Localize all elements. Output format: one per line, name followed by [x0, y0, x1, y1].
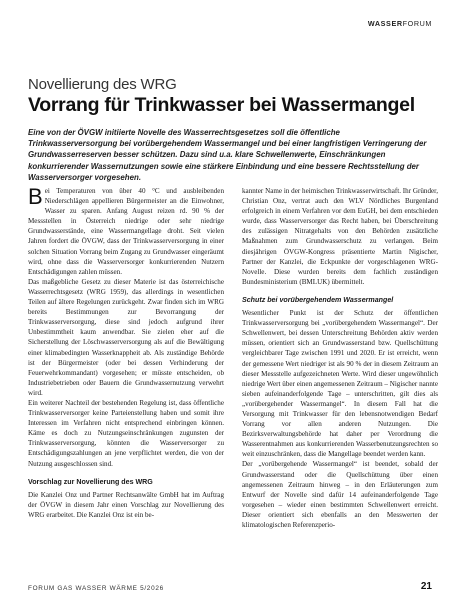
page-number: 21: [420, 581, 432, 592]
footer-publication: FORUM GAS WASSER WÄRME 5/2026: [28, 585, 164, 592]
paragraph: kannter Name in der heimischen Trinkwasserwirtschaft. Ihr Gründer, Christian Onz, vertrat auch den WLV Nördliches Burgenland erfolgreich in einem Verfahren vor dem EuGH, bei dem entschieden wurde, dass Wasserversorger das Recht haben, bei Überschreitung des zulässigen Nitratgehalts von den Behörden zusätzliche Maßnahmen zum Grundwasserschutz zu verlangen. Beim diesjährigen ÖVGW-Kongress präsentierte Martin Nigischer, Partner der Kanzlei, die Eckpunkte der vorgeschlagenen WRG-Novelle. Diese wurden bereits dem fachlich zuständigen Bundesministerium (BMLUK) übermittelt.: [242, 187, 438, 286]
section-tag: [368, 19, 432, 28]
section-tag-bold: WASSER: [367, 19, 403, 28]
paragraph: Der „vorübergehende Wassermangel“ ist beendet, sobald der Grundwasserstand oder die Quellschüttung über einen angemessenen Zeitraum hinweg – in den Erläuterungen zum Entwurf der Novelle sind dafür 14 aufeinanderfolgende Tage vorgesehen – wieder einen bestimmten Schwellenwert erreicht. Dieser orientiert sich ebenfalls an den Messwerten der klimatologischen Referenzperio-: [242, 460, 438, 529]
section-tag-light: FORUM: [402, 19, 432, 28]
article-title: Vorrang für Trinkwasser bei Wassermangel: [28, 94, 415, 116]
paragraph: [28, 186, 224, 277]
column-left: [28, 186, 224, 520]
paragraph: Das maßgebliche Gesetz zu dieser Materie ist das österreichische Wasserrechtsgesetz (WRG 1959), das allerdings in wesentlichen Teilen auf ältere Regelungen zurückgeht. Zwar finden sich im WRG bereits Bestimmungen zur Bevorrangung der Trinkwasserversorgung, diese sind jedoch aufgrund ihrer Unbestimmtheit kaum anwendbar. Sie zielen eher auf die Sicherstellung der Löschwasserversorgung als auf die Bewältigung einer klimabedingten Wasserknappheit ab. Als zuständige Behörde ist der Bürgermeister (oder bei dessen Verhinderung der Feuerwehrkommandant) vorgesehen; er müsste entscheiden, ob Industriebetrieben oder Bauern die Grundwassernutzung verwehrt wird.: [28, 277, 224, 397]
paragraph: Die Kanzlei Onz und Partner Rechtsanwälte GmbH hat im Auftrag der ÖVGW in diesem Jahr einen Vorschlag zur Novellierung des WRG erarbeitet. Die Kanzlei Onz ist ein be-: [28, 490, 224, 519]
column-right: [242, 186, 438, 530]
paragraph-text: ei Temperaturen von über 40 °C und ausbleibenden Niederschlägen appellieren Bürgermeister an die Einwohner, Wasser zu sparen. Anfang August reizen rd. 90 % der Messstellen in Österreich niedrige oder sehr niedrige Grundwasserstände, eine Wassermangellage droht. Seit vielen Jahren fordert die ÖVGW, dass der Trinkwasserversorgung in einer solchen Situation Vorrang beim Zugang zu Grundwasser eingeräumt wird, ohne dass die Wasserversorger konkurrierenden Nutzern Entschädigungen zahlen müssen.: [28, 187, 224, 276]
subheading: Schutz bei vorübergehendem Wassermangel: [242, 295, 394, 304]
paragraph: Ein weiterer Nachteil der bestehenden Regelung ist, dass öffentliche Trinkwasserversorger keine Parteienstellung haben und somit ihre Interessen im Verfahren nicht entsprechend einbringen können. Käme es doch zu Nutzungseinschränkungen zugunsten der Trinkwasserversorgung, könnten die Wasserversorger zu Entschädigungszahlungen an jene verpflichtet werden, die von der Nutzung ausgeschlossen sind.: [28, 398, 224, 468]
article-kicker: Novellierung des WRG: [28, 76, 177, 93]
article-lead: Eine von der ÖVGW initiierte Novelle des Wasserrechtsgesetzes soll die öffentliche Trinkwasserversorgung bei vorübergehendem Wassermangel und bei einer langfristigen Verringerung der Grundwasserreserven besser schützen. Dazu sind u.a. klare Schwellenwerte, Einschränkungen konkurrierender Wassernutzungen sowie eine stärkere Einbindung und eine bessere Rechtsstellung der Wasserversorger vorgesehen.: [28, 128, 427, 182]
paragraph: Wesentlicher Punkt ist der Schutz der öffentlichen Trinkwasserversorgung bei „vorübergehendem Wassermangel“. Der Schwellenwert, bei dessen Unterschreitung Behörden aktiv werden müssen, orientiert sich an Grundwasserstand bzw. Quellschüttung vergleichbarer Tage zwischen 1991 und 2020. Er ist erreicht, wenn der gemessene Wert niedriger ist als 90 % der in diesem Zeitraum an dieser Messstelle aufgezeichneten Werte. Wird dieser ungewöhnlich niedrige Wert über einen angemessenen Zeitraum – Nigischer nannte sieben aufeinanderfolgende Tage – unterschritten, gilt dies als „vorübergehender Wassermangel“. In diesem Fall hat die Versorgung mit Trinkwasser für den lebensnotwendigen Bedarf Vorrang vor allen anderen Nutzungen. Die Bezirksverwaltungsbehörde hat daher per Verordnung die Wasserentnahmen aus konkurrierenden Wasserbenutzungsrechten so weit einzuschränken, dass die Mangellage beendet werden kann.: [242, 309, 438, 459]
subheading: Vorschlag zur Novellierung des WRG: [28, 477, 153, 486]
drop-cap: B: [28, 184, 43, 209]
